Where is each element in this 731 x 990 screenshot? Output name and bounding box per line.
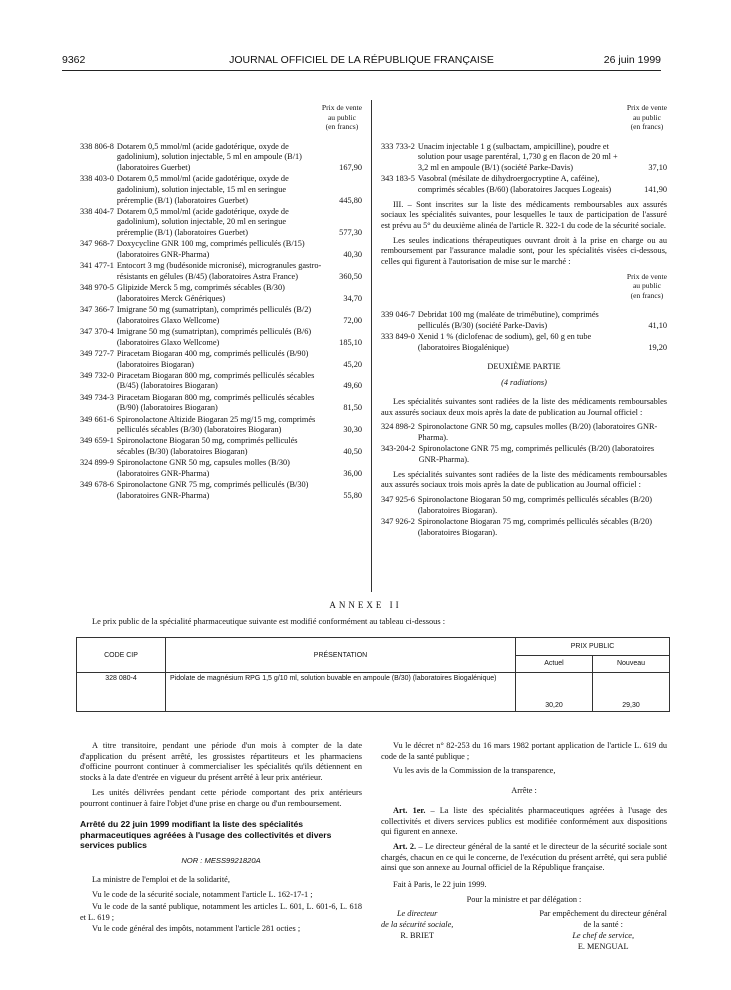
- signature-right: Par empêchement du directeur général de la santé : Le chef de service, E. MENGUAL: [539, 909, 667, 951]
- article-2: Art. 2. – Le directeur général de la santé et le directeur de la sécurité sociale sont chargés, chacun en ce qui le concerne, de l'exécution du présent arrêté, qui sera publié ainsi que son annexe au Journal officiel de la République française.: [381, 841, 667, 873]
- radiation-list-2: [381, 495, 667, 538]
- cip-code: 347 370-4: [80, 326, 114, 336]
- entry-description: Spironolactone GNR 50 mg, capsules molles (B/30) (laboratoires GNR-Pharma): [116, 458, 290, 479]
- annexe-title: ANNEXE II: [329, 600, 402, 610]
- entry-description: Spironolactone GNR 75 mg, comprimés pelliculés (B/30) (laboratoires GNR-Pharma): [116, 480, 309, 500]
- col-header-actuel: Actuel: [516, 655, 593, 673]
- annexe-intro: Le prix public de la spécialité pharmaceutique suivante est modifié conformément au tableau ci-dessous :: [92, 617, 446, 626]
- entry-text: [418, 517, 667, 538]
- entry-text: [117, 261, 362, 282]
- signatures: [381, 909, 667, 952]
- cip-code: 349 732-0: [80, 370, 114, 380]
- price-header-right: Prix de vente au public (en francs): [626, 103, 667, 131]
- entry-description: Doxycycline GNR 100 mg, comprimés pelliculés (B/15) (laboratoires GNR-Pharma): [116, 239, 305, 260]
- entry-price: 41,10: [631, 321, 667, 332]
- units-paragraph: Les unités délivrées pendant cette période comportant des prix antérieurs pourront continuer à faire l'objet d'une prise en charge ou d'un remboursement.: [80, 787, 362, 808]
- entry-description: Spironolactone GNR 75 mg, comprimés pelliculés (B/20) (laboratoires GNR-Pharma).: [418, 444, 655, 464]
- list-item: [80, 174, 362, 206]
- page-number: 9362: [62, 54, 86, 66]
- issue-date: 26 juin 1999: [603, 54, 661, 66]
- entry-text: [418, 142, 667, 174]
- entry-price: 445,80: [326, 196, 362, 207]
- vu-line-3: Vu le code général des impôts, notamment l'article 281 octies ;: [92, 924, 301, 934]
- entry-price: 40,50: [326, 447, 362, 458]
- cip-code: 341 477-1: [80, 261, 114, 271]
- table-cell-nouveau: 29,30: [593, 673, 670, 712]
- list-item: [381, 310, 667, 331]
- cip-code: 324 898-2: [381, 422, 415, 432]
- right-column: [381, 103, 667, 539]
- list-item: [80, 436, 362, 457]
- entry-text: [117, 142, 362, 174]
- article-1: Art. 1er. – La liste des spécialités pharmaceutiques agréées à l'usage des collectivités et divers services publics est modifiée conformément aux dispositions qui figurent en annexe.: [381, 805, 667, 837]
- vu-line-2: Vu le code de la santé publique, notamment les articles L. 601, L. 601-6, L. 618 et L. 619 ;: [80, 901, 362, 922]
- entry-description: Dotarem 0,5 mmol/ml (acide gadotérique, oxyde de gadolinium), solution injectable, 5 ml en ampoule (B/1) (laboratoires Guerbet): [116, 141, 302, 172]
- cip-code: 333 733-2: [381, 141, 415, 151]
- cip-code: 347 968-7: [80, 239, 114, 249]
- entry-price: 185,10: [326, 338, 362, 349]
- vu-line-4: Vu le décret n° 82-253 du 16 mars 1982 portant application de l'article L. 619 du code de la santé publique ;: [381, 741, 667, 761]
- entry-description: Spironolactone Biogaran 50 mg, comprimés pelliculés sécables (B/30) (laboratoires Biogaran): [116, 436, 298, 457]
- entry-description: Unacim injectable 1 g (sulbactam, ampicilline), poudre et solution pour usage parentéral, 1,730 g en flacon de 20 ml + 3,2 ml en ampoule (B/1) (société Parke-Davis): [417, 141, 618, 172]
- entry-price: 40,30: [326, 250, 362, 261]
- entry-text: [117, 239, 362, 260]
- entry-text: [418, 310, 667, 331]
- entry-description: Piracetam Biogaran 800 mg, comprimés pelliculés sécables (B/45) (laboratoires Biogaran): [116, 370, 315, 391]
- entry-description: Dotarem 0,5 mmol/ml (acide gadotérique, oxyde de gadolinium), solution injectable, 15 ml en seringue préremplie (B/1) (laboratoires Guerbet): [116, 174, 289, 205]
- list-item: [80, 142, 362, 174]
- entry-price: 19,20: [631, 343, 667, 354]
- entry-text: [117, 207, 362, 239]
- entry-price: 45,20: [326, 360, 362, 371]
- column-divider: [371, 100, 372, 592]
- entry-description: Spironolactone GNR 50 mg, capsules molles (B/20) (laboratoires GNR-Pharma).: [417, 422, 658, 443]
- list-item: [80, 327, 362, 348]
- entry-description: Debridat 100 mg (maléate de trimébutine), comprimés pelliculés (B/30) (société Parke-Davis): [417, 310, 599, 330]
- cip-code: 338 403-0: [80, 174, 114, 184]
- entry-text: [117, 283, 362, 304]
- right-entry-list-1: [381, 142, 667, 196]
- bottom-left-column: [80, 741, 362, 936]
- left-column: [80, 103, 362, 502]
- radiation-list-1: [381, 422, 667, 465]
- cip-code: 349 734-3: [80, 392, 114, 402]
- cip-code: 347 925-6: [381, 495, 415, 505]
- entry-text: [117, 436, 362, 457]
- col-header-code: CODE CIP: [77, 638, 166, 673]
- entry-price: 72,00: [326, 316, 362, 327]
- price-header-right-2: Prix de vente au public (en francs): [626, 271, 667, 300]
- table-cell-actuel: 30,20: [516, 673, 593, 712]
- entry-price: 37,10: [631, 163, 667, 174]
- cip-code: 339 046-7: [381, 310, 415, 320]
- entry-description: Spironolactone Biogaran 50 mg, comprimés pelliculés sécables (B/20) (laboratoires Biogaran).: [417, 495, 652, 515]
- cip-code: 349 727-7: [80, 348, 114, 358]
- list-item: [381, 332, 667, 353]
- price-header: Prix de vente au public (en francs): [321, 103, 362, 131]
- list-item: [381, 495, 667, 516]
- signature-left: Le directeur de la sécurité sociale, R. BRIET: [381, 909, 454, 940]
- list-item: [80, 239, 362, 260]
- entry-description: Entocort 3 mg (budésonide micronisé), microgranules gastro-résistants en gélules (B/45) (laboratoires Astra France): [116, 261, 322, 281]
- list-item: [381, 517, 667, 538]
- list-item: [80, 207, 362, 239]
- arrete-title: Arrêté du 22 juin 1999 modifiant la liste des spécialités pharmaceutiques agréées à l'usage des collectivités et divers services publics: [80, 819, 332, 851]
- vu-line-1: Vu le code de la sécurité sociale, notamment l'article L. 162-17-1 ;: [92, 890, 313, 900]
- entry-price: 30,30: [326, 425, 362, 436]
- entry-description: Vasobral (mésilate de dihydroergocryptine A, caféine), comprimés sécables (B/60) (laboratoires Jacques Logeais): [417, 174, 612, 194]
- cip-code: 338 404-7: [80, 206, 114, 216]
- list-item: [80, 415, 362, 436]
- entry-price: 577,30: [326, 228, 362, 239]
- entry-description: Xenid 1 % (diclofenac de sodium), gel, 60 g en tube (laboratoires Biogalénique): [417, 332, 592, 352]
- list-item: [80, 480, 362, 501]
- list-item: [80, 261, 362, 282]
- entry-price: 49,60: [326, 381, 362, 392]
- vu-line-5: Vu les avis de la Commission de la transparence,: [393, 766, 556, 776]
- entry-description: Spironolactone Altizide Biogaran 25 mg/15 mg, comprimés pelliculés sécables (B/30) (laboratoires Biogaran): [116, 414, 316, 435]
- col-header-prix: PRIX PUBLIC: [516, 638, 670, 656]
- cip-code: 338 806-8: [80, 141, 114, 151]
- paragraph-indications: Les seules indications thérapeutiques ouvrant droit à la prise en charge ou au remboursement par l'assurance maladie sont, pour les spécialités visées ci-dessous, celles qui figurent à l'autorisation de mise sur le marché :: [381, 235, 667, 267]
- entry-description: Imigrane 50 mg (sumatriptan), comprimés pelliculés (B/6) (laboratoires Glaxo Wellcome): [116, 326, 312, 347]
- entry-price: 55,80: [326, 491, 362, 502]
- cip-code: 349 661-6: [80, 414, 114, 424]
- ministre-line: La ministre de l'emploi et de la solidarité,: [92, 875, 230, 885]
- entry-price: 167,90: [326, 163, 362, 174]
- entry-description: Glipizide Merck 5 mg, comprimés sécables (B/30) (laboratoires Merck Génériques): [116, 283, 285, 303]
- entry-text: [418, 495, 667, 516]
- cip-code: 343 183-5: [381, 174, 415, 184]
- list-item: [80, 371, 362, 392]
- entry-description: Spironolactone Biogaran 75 mg, comprimés pelliculés sécables (B/20) (laboratoires Biogaran).: [417, 516, 652, 537]
- col-header-presentation: PRÉSENTATION: [166, 638, 516, 673]
- entry-text: [117, 415, 362, 436]
- radiation-intro-2: Les spécialités suivantes sont radiées de la liste des médicaments remboursables aux assurés sociaux trois mois après la date de publication au Journal officiel :: [381, 469, 667, 490]
- entry-text: [117, 393, 362, 414]
- fait-a-paris: Fait à Paris, le 22 juin 1999.: [393, 880, 487, 890]
- cip-code: 347 366-7: [80, 305, 114, 315]
- col-header-nouveau: Nouveau: [593, 655, 670, 673]
- list-item: [381, 444, 667, 465]
- entry-text: [117, 480, 362, 501]
- entry-text: [117, 458, 362, 479]
- entry-price: 141,90: [631, 185, 667, 196]
- price-table: [76, 637, 670, 712]
- cip-code: 347 926-2: [381, 516, 415, 526]
- journal-title: JOURNAL OFFICIEL DE LA RÉPUBLIQUE FRANÇAISE: [229, 54, 494, 66]
- entry-text: [117, 349, 362, 370]
- list-item: [80, 305, 362, 326]
- entry-text: [418, 332, 667, 353]
- part-2-title: DEUXIÈME PARTIE: [487, 361, 561, 371]
- right-entry-list-2: [381, 310, 667, 353]
- paragraph-III: III. – Sont inscrites sur la liste des médicaments remboursables aux assurés sociaux les spécialités suivantes, pour lesquelles le taux de participation de l'assuré est prévu au 5° du deuxième alinéa de l'article R. 322-1 du code de la sécurité sociale.: [381, 199, 667, 230]
- transitional-paragraph: A titre transitoire, pendant une période d'un mois à compter de la date d'application du présent arrêté, les grossistes répartiteurs et les pharmaciens d'officine pourront continuer à commercialiser les spécialités qu'ils détiennent en stocks à la date d'entrée en vigueur du présent arrêté à leur prix antérieur.: [80, 741, 362, 783]
- list-item: [80, 458, 362, 479]
- delegation-line: Pour la ministre et par délégation :: [466, 894, 582, 904]
- entry-description: Piracetam Biogaran 800 mg, comprimés pelliculés sécables (B/90) (laboratoires Biogaran): [116, 392, 315, 413]
- list-item: [381, 142, 667, 174]
- cip-code: 324 899-9: [80, 458, 114, 468]
- list-item: [80, 283, 362, 304]
- cip-code: 349 678-6: [80, 480, 114, 490]
- entry-text: [419, 444, 667, 465]
- entry-price: 81,50: [326, 403, 362, 414]
- cip-code: 348 970-5: [80, 283, 114, 293]
- cip-code: 349 659-1: [80, 436, 114, 446]
- nor-reference: NOR : MESS9921820A: [181, 855, 261, 865]
- part-2-subtitle: (4 radiations): [501, 378, 547, 388]
- entry-text: [117, 174, 362, 206]
- entry-text: [117, 305, 362, 326]
- bottom-right-column: [381, 741, 667, 952]
- table-cell-code: 328 080-4: [77, 673, 166, 712]
- cip-code: 343-204-2: [381, 444, 416, 454]
- cip-code: 333 849-0: [381, 332, 415, 342]
- entry-text: [418, 174, 667, 195]
- entry-price: 34,70: [326, 294, 362, 305]
- arrete-word: Arrête :: [511, 786, 537, 796]
- article-1-label: Art. 1er.: [393, 805, 426, 815]
- entry-price: 36,00: [326, 469, 362, 480]
- entry-description: Imigrane 50 mg (sumatriptan), comprimés pelliculés (B/2) (laboratoires Glaxo Wellcome): [116, 305, 312, 325]
- entry-description: Piracetam Biogaran 400 mg, comprimés pelliculés (B/90) (laboratoires Biogaran): [116, 348, 309, 369]
- entry-text: [117, 327, 362, 348]
- entry-description: Dotarem 0,5 mmol/ml (acide gadotérique, oxyde de gadolinium), solution injectable, 20 ml en seringue préremplie (B/1) (laboratoires Guerbet): [116, 206, 289, 238]
- left-entry-list: [80, 142, 362, 502]
- page-header: [62, 54, 661, 70]
- article-2-label: Art. 2.: [393, 841, 417, 851]
- entry-text: [117, 371, 362, 392]
- list-item: [80, 349, 362, 370]
- entry-text: [418, 422, 667, 443]
- entry-price: 360,50: [326, 272, 362, 283]
- list-item: [80, 393, 362, 414]
- radiation-intro-1: Les spécialités suivantes sont radiées de la liste des médicaments remboursables aux assurés sociaux deux mois après la date de publication au Journal officiel :: [381, 396, 667, 417]
- table-cell-presentation: Pidolate de magnésium RPG 1,5 g/10 ml, solution buvable en ampoule (B/30) (laboratoires Biogalénique): [166, 673, 516, 712]
- header-rule: [62, 70, 661, 71]
- list-item: [381, 422, 667, 443]
- list-item: [381, 174, 667, 195]
